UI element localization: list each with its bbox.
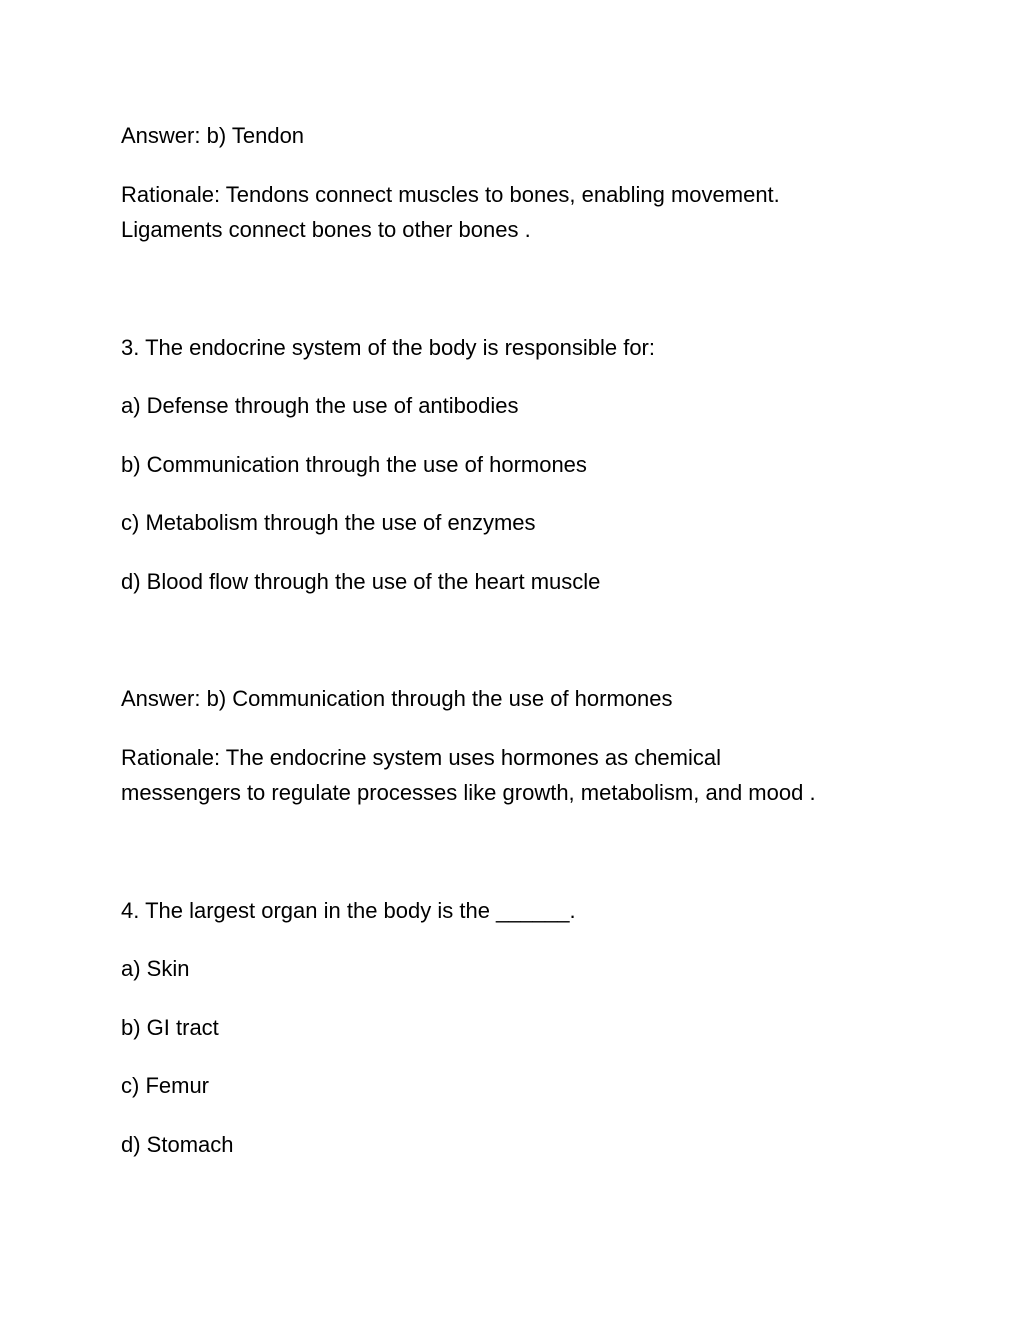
rationale-3-line-2: messengers to regulate processes like growth, metabolism, and mood . (121, 780, 816, 805)
answer-3: Answer: b) Communication through the use of hormones (121, 686, 673, 711)
answer-2: Answer: b) Tendon (121, 123, 305, 148)
rationale-2-line-2: Ligaments connect bones to other bones . (121, 217, 531, 242)
question-4-option-a: a) Skin (121, 956, 190, 981)
question-3-option-d: d) Blood flow through the use of the heart muscle (121, 569, 601, 594)
rationale-3-line-1: Rationale: The endocrine system uses hormones as chemical (121, 745, 722, 770)
question-3-option-c: c) Metabolism through the use of enzymes (121, 510, 536, 535)
question-4-option-c: c) Femur (121, 1073, 209, 1098)
question-4-option-d: d) Stomach (121, 1132, 234, 1157)
question-3-option-a: a) Defense through the use of antibodies (121, 393, 519, 418)
question-4-stem: 4. The largest organ in the body is the ______. (121, 898, 576, 923)
question-3-stem: 3. The endocrine system of the body is responsible for: (121, 335, 655, 360)
question-4-option-b: b) GI tract (121, 1015, 219, 1040)
question-3-option-b: b) Communication through the use of hormones (121, 452, 587, 477)
rationale-2-line-1: Rationale: Tendons connect muscles to bones, enabling movement. (121, 182, 780, 207)
